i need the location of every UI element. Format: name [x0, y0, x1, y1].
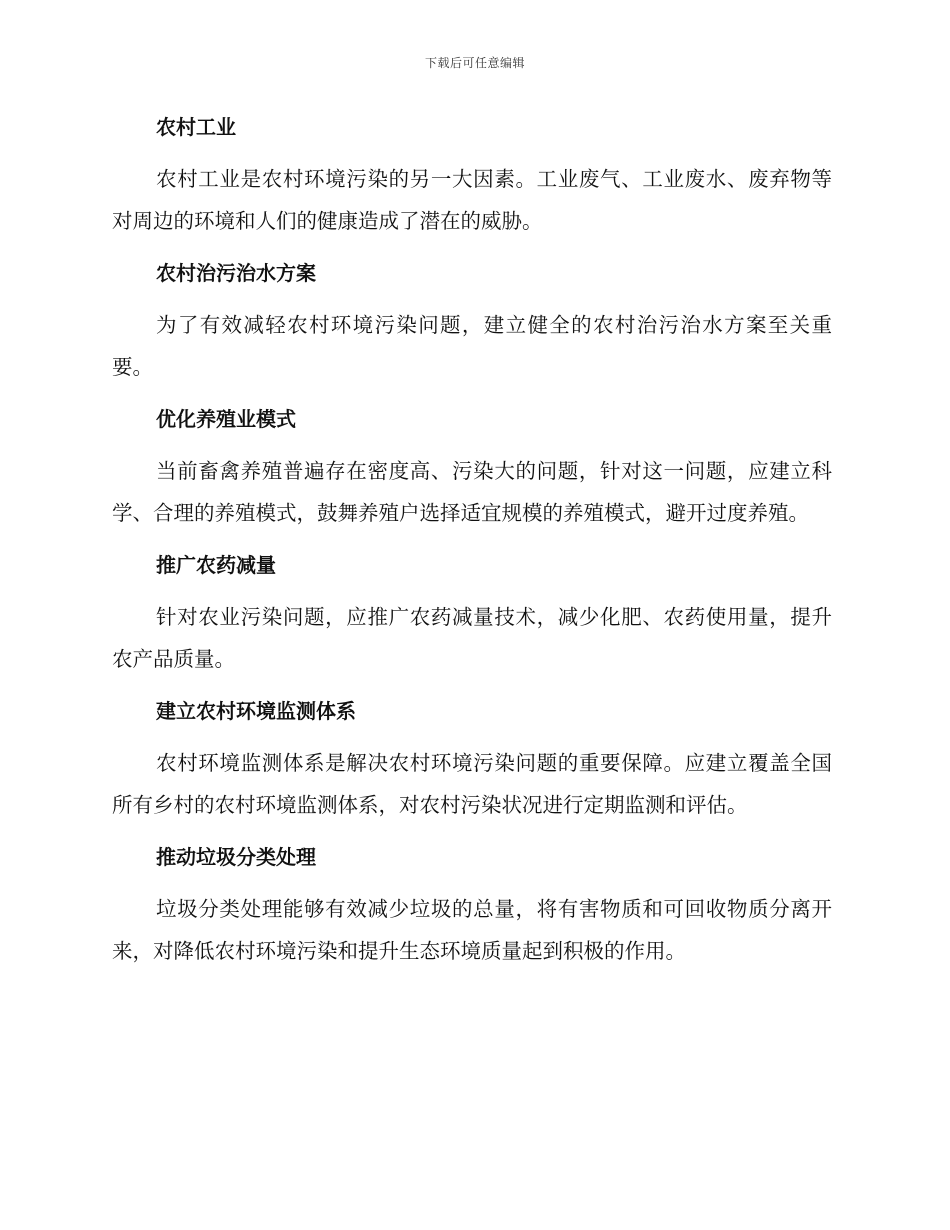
section-heading: 农村工业	[156, 115, 236, 139]
section-heading: 建立农村环境监测体系	[156, 699, 356, 723]
section-heading: 农村治污治水方案	[156, 261, 316, 285]
section-heading: 推动垃圾分类处理	[156, 845, 316, 869]
section-monitoring-system	[112, 692, 832, 826]
section-heading: 推广农药减量	[156, 553, 276, 577]
section-rural-industry	[112, 108, 832, 242]
section-livestock-model	[112, 400, 832, 534]
document-body	[112, 108, 832, 984]
section-paragraph: 农村环境监测体系是解决农村环境污染问题的重要保障。应建立覆盖全国所有乡村的农村环境监测体系，对农村污染状况进行定期监测和评估。	[112, 751, 832, 817]
section-pesticide-reduction	[112, 546, 832, 680]
section-pollution-water-plan	[112, 254, 832, 388]
section-heading: 优化养殖业模式	[156, 407, 296, 431]
section-paragraph: 为了有效减轻农村环境污染问题，建立健全的农村治污治水方案至关重要。	[112, 313, 832, 379]
section-paragraph: 农村工业是农村环境污染的另一大因素。工业废气、工业废水、废弃物等对周边的环境和人们的健康造成了潜在的威胁。	[112, 167, 832, 233]
section-paragraph: 针对农业污染问题，应推广农药减量技术，减少化肥、农药使用量，提升农产品质量。	[112, 605, 832, 671]
section-paragraph: 当前畜禽养殖普遍存在密度高、污染大的问题，针对这一问题，应建立科学、合理的养殖模式，鼓舞养殖户选择适宜规模的养殖模式，避开过度养殖。	[112, 459, 832, 525]
section-paragraph: 垃圾分类处理能够有效减少垃圾的总量，将有害物质和可回收物质分离开来，对降低农村环境污染和提升生态环境质量起到积极的作用。	[112, 897, 832, 963]
section-waste-sorting	[112, 838, 832, 972]
page-header: 下载后可任意编辑	[424, 56, 525, 70]
